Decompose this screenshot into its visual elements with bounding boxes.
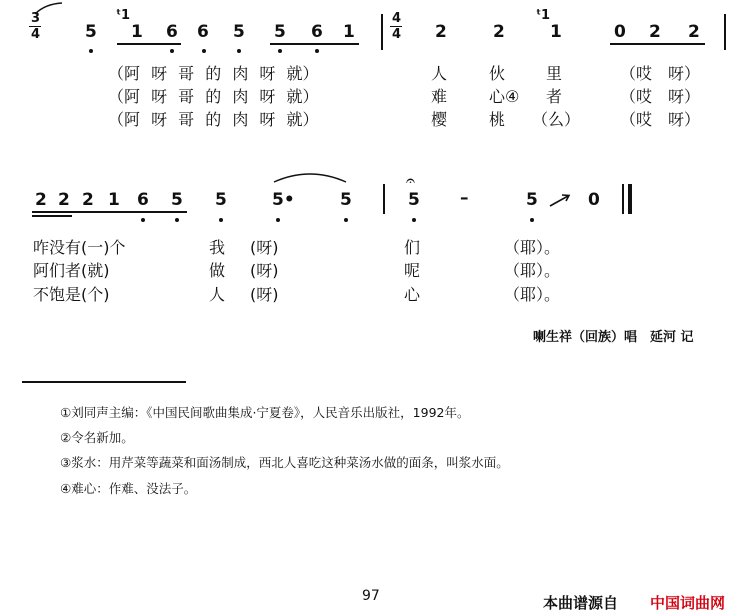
lyric-phrase: （阿 呀 哥 的 肉 呀 就）: [108, 87, 319, 106]
watermark-source-text: 本曲谱源自: [543, 594, 619, 612]
lyric-word: 伙: [489, 64, 506, 83]
page-number: 97: [362, 588, 380, 604]
lyric-word: (呀): [250, 238, 279, 257]
singer-credit: 喇生祥（回族）唱 延河 记: [533, 330, 694, 345]
note: 0: [588, 190, 600, 210]
grace-note: ᵗ1: [536, 8, 551, 23]
lyric-word: 我: [209, 238, 226, 257]
footnote-divider: [22, 381, 186, 383]
footnote-2: ②令名新加。: [60, 430, 134, 445]
note: 1: [108, 190, 120, 210]
note: 0: [614, 22, 626, 42]
footnote-1: ①刘同声主编：《中国民间歌曲集成·宁夏卷》，人民音乐出版社，1992年。: [60, 405, 470, 420]
lyric-word: 人: [209, 285, 226, 304]
note: 5: [85, 22, 97, 42]
lyric-word: 樱: [431, 110, 448, 129]
low-dot: [89, 49, 93, 53]
footnote-3: ③浆水：用芹菜等蔬菜和面汤制成，西北人喜吃这种菜汤水做的面条，叫浆水面。: [60, 455, 509, 470]
note: 6: [311, 22, 323, 42]
lyric-tail: （耶）。: [504, 285, 561, 304]
lyric-word: 桃: [489, 110, 506, 129]
barline: [724, 14, 726, 50]
note: 2: [688, 22, 700, 42]
lyric-word: 里: [546, 64, 563, 83]
slur-arc-1: [0, 0, 750, 40]
note: 6: [137, 190, 149, 210]
lyric-word: 们: [404, 238, 421, 257]
note: 5: [215, 190, 227, 210]
lyric-phrase: 不饱是(个): [33, 285, 110, 304]
low-dot: [530, 218, 534, 222]
low-dot: [170, 49, 174, 53]
note: 5: [408, 190, 420, 210]
note: 2: [82, 190, 94, 210]
note: 6: [166, 22, 178, 42]
note: 1: [550, 22, 562, 42]
note: 2: [435, 22, 447, 42]
grace-note: ᵗ1: [116, 8, 131, 23]
note: 5: [171, 190, 183, 210]
lyric-tail: （耶）。: [504, 261, 561, 280]
note-dotted: 5•: [272, 190, 295, 210]
note: 2: [58, 190, 70, 210]
lyric-word: 呢: [404, 261, 421, 280]
beam-underline: [610, 43, 705, 45]
lyric-word: 难: [431, 87, 448, 106]
note: 5: [233, 22, 245, 42]
lyric-tail: （耶）。: [504, 238, 561, 257]
low-dot: [412, 218, 416, 222]
lyric-word: 人: [431, 64, 448, 83]
beam-underline: [32, 215, 72, 217]
low-dot: [278, 49, 282, 53]
time-signature-numerator: 4: [392, 11, 402, 26]
barline: [383, 184, 385, 214]
lyric-phrase: 阿们者(就): [33, 261, 110, 280]
low-dot: [202, 49, 206, 53]
lyric-word: (呀): [250, 285, 279, 304]
lyric-word: 者: [546, 87, 563, 106]
time-signature-numerator: 3: [31, 11, 41, 26]
note: 5: [274, 22, 286, 42]
low-dot: [219, 218, 223, 222]
lyric-phrase: （阿 呀 哥 的 肉 呀 就）: [108, 110, 319, 129]
beam-underline: [270, 43, 359, 45]
barline: [622, 184, 624, 214]
note: 5: [340, 190, 352, 210]
low-dot: [276, 218, 280, 222]
low-dot: [237, 49, 241, 53]
note: 1: [343, 22, 355, 42]
lyric-word: （么）: [532, 110, 581, 129]
low-dot: [175, 218, 179, 222]
final-barline: [628, 184, 632, 214]
lyric-word: 心: [404, 285, 421, 304]
lyric-phrase: 咋没有(一)个: [33, 238, 126, 257]
watermark-site-link[interactable]: 中国词曲网: [650, 594, 726, 612]
lyric-tail: （哎 呀）: [620, 110, 701, 129]
dash-sustain: –: [460, 188, 469, 208]
fermata-icon: 𝄐: [406, 171, 415, 190]
barline: [381, 14, 383, 50]
beam-underline: [117, 43, 181, 45]
lyric-phrase: （阿 呀 哥 的 肉 呀 就）: [108, 64, 319, 83]
note: 2: [649, 22, 661, 42]
glide-arrow-icon: [548, 191, 576, 209]
note: 2: [35, 190, 47, 210]
note: 2: [493, 22, 505, 42]
time-signature-denominator: 4: [31, 27, 41, 42]
lyric-word: (呀): [250, 261, 279, 280]
lyric-word: 做: [209, 261, 226, 280]
lyric-tail: （哎 呀）: [620, 64, 701, 83]
time-signature-denominator: 4: [392, 27, 402, 42]
footnote-4: ④难心：作难、没法子。: [60, 481, 197, 496]
note: 1: [131, 22, 143, 42]
low-dot: [141, 218, 145, 222]
note: 6: [197, 22, 209, 42]
lyric-tail: （哎 呀）: [620, 87, 701, 106]
beam-underline: [32, 211, 187, 213]
low-dot: [315, 49, 319, 53]
low-dot: [344, 218, 348, 222]
note: 5: [526, 190, 538, 210]
lyric-word: 心④: [489, 87, 520, 106]
